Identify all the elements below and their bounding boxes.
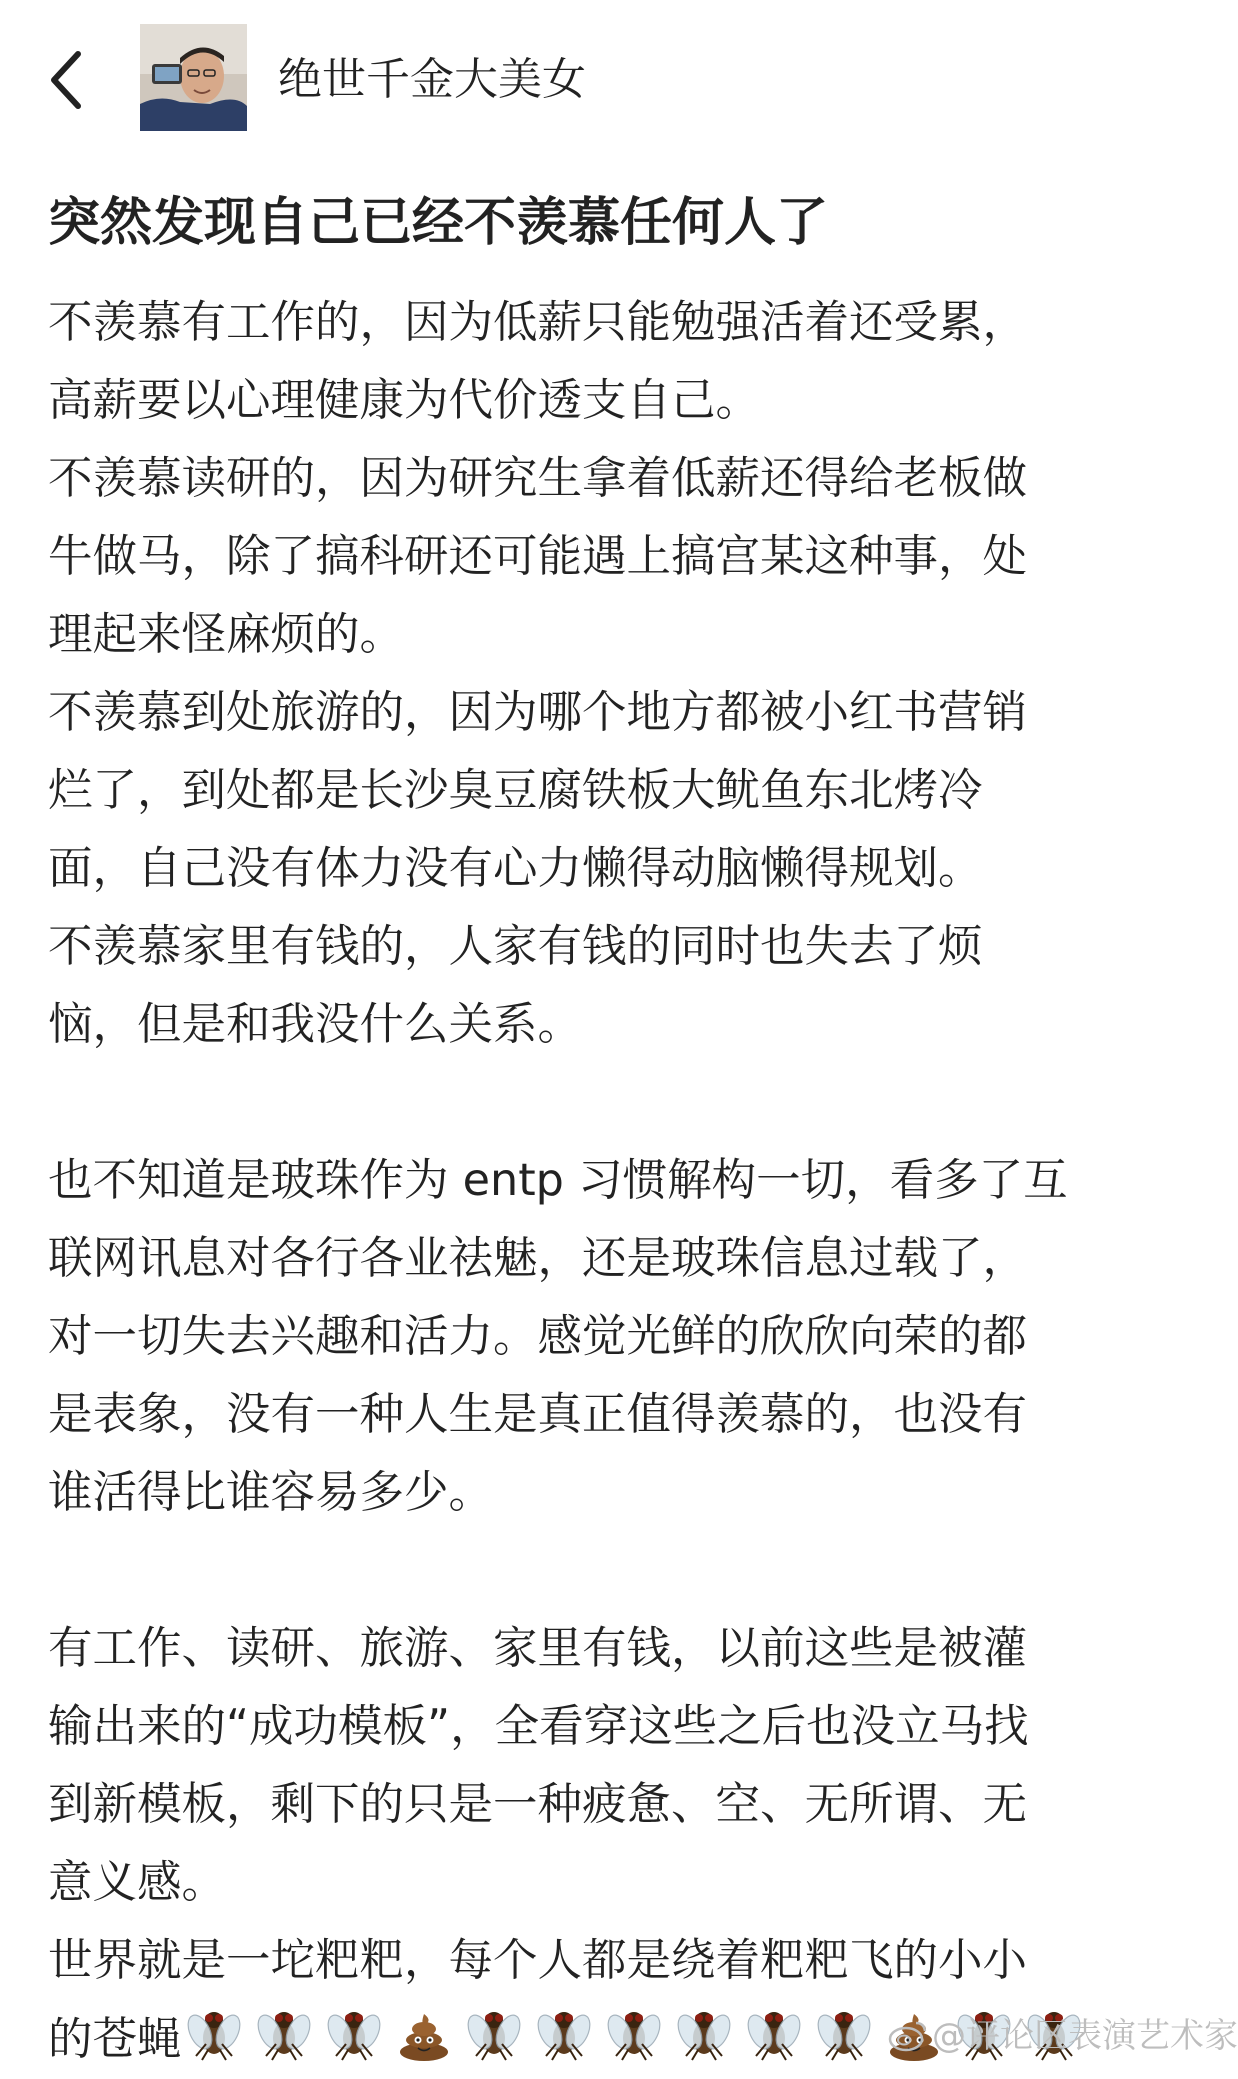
fly-emoji — [462, 2000, 526, 2064]
fly-emoji — [742, 2000, 806, 2064]
body-line: 谁活得比谁容易多少。 — [48, 1467, 494, 1518]
username[interactable]: 绝世千金大美女 — [278, 54, 586, 105]
fly-emoji — [322, 2000, 386, 2064]
body-line: 不羡慕有工作的，因为低薪只能勉强活着还受累， — [48, 297, 1028, 348]
poop-emoji — [392, 2000, 456, 2064]
back-button[interactable] — [40, 40, 110, 120]
blank-line — [48, 1064, 1138, 1142]
body-line: 牛做马，除了搞科研还可能遇上搞宫某这种事，处 — [48, 531, 1028, 582]
avatar[interactable] — [140, 24, 247, 131]
post-header — [0, 0, 1179, 165]
watermark — [888, 2012, 1238, 2060]
body-line: 不羡慕到处旅游的，因为哪个地方都被小红书营销 — [48, 687, 1028, 738]
body-line: 是表象，没有一种人生是真正值得羡慕的，也没有 — [48, 1389, 1028, 1440]
watermark-text: @评论区表演艺术家 — [932, 2016, 1238, 2056]
weibo-icon — [888, 2017, 928, 2053]
body-line: 面，自己没有体力没有心力懒得动脑懒得规划。 — [48, 843, 983, 894]
body-line: 有工作、读研、旅游、家里有钱，以前这些是被灌 — [48, 1623, 1028, 1674]
body-line: 不羡慕家里有钱的，人家有钱的同时也失去了烦 — [48, 921, 983, 972]
body-line: 到新模板，剩下的只是一种疲惫、空、无所谓、无 — [48, 1779, 1028, 1830]
body-line: 对一切失去兴趣和活力。感觉光鲜的欣欣向荣的都 — [48, 1311, 1028, 1362]
blank-line — [48, 1532, 1138, 1610]
body-line: 不羡慕读研的，因为研究生拿着低薪还得给老板做 — [48, 453, 1028, 504]
fly-emoji — [182, 2000, 246, 2064]
body-line: 意义感。 — [48, 1857, 227, 1908]
body-line: 输出来的“成功模板”，全看穿这些之后也没立马找 — [48, 1701, 1029, 1752]
body-line: 高薪要以心理健康为代价透支自己。 — [48, 375, 761, 426]
user-avatar-photo — [140, 24, 247, 131]
body-line: 烂了，到处都是长沙臭豆腐铁板大鱿鱼东北烤冷 — [48, 765, 983, 816]
body-line: 也不知道是玻珠作为 entp 习惯解构一切，看多了互 — [48, 1155, 1068, 1206]
body-line: 世界就是一坨粑粑，每个人都是绕着粑粑飞的小小 — [48, 1935, 1028, 1986]
chevron-left-icon — [40, 40, 110, 120]
body-line: 理起来怪麻烦的。 — [48, 609, 405, 660]
post-body — [48, 284, 1138, 2079]
body-line: 联网讯息对各行各业祛魅，还是玻珠信息过载了， — [48, 1233, 1028, 1284]
post-title: 突然发现自己已经不羡慕任何人了 — [48, 193, 829, 253]
fly-emoji — [252, 2000, 316, 2064]
fly-emoji — [812, 2000, 876, 2064]
fly-emoji — [602, 2000, 666, 2064]
fly-emoji — [672, 2000, 736, 2064]
last-line-text: 的苍蝇 — [48, 2014, 182, 2065]
fly-emoji — [532, 2000, 596, 2064]
body-line: 恼，但是和我没什么关系。 — [48, 999, 583, 1050]
